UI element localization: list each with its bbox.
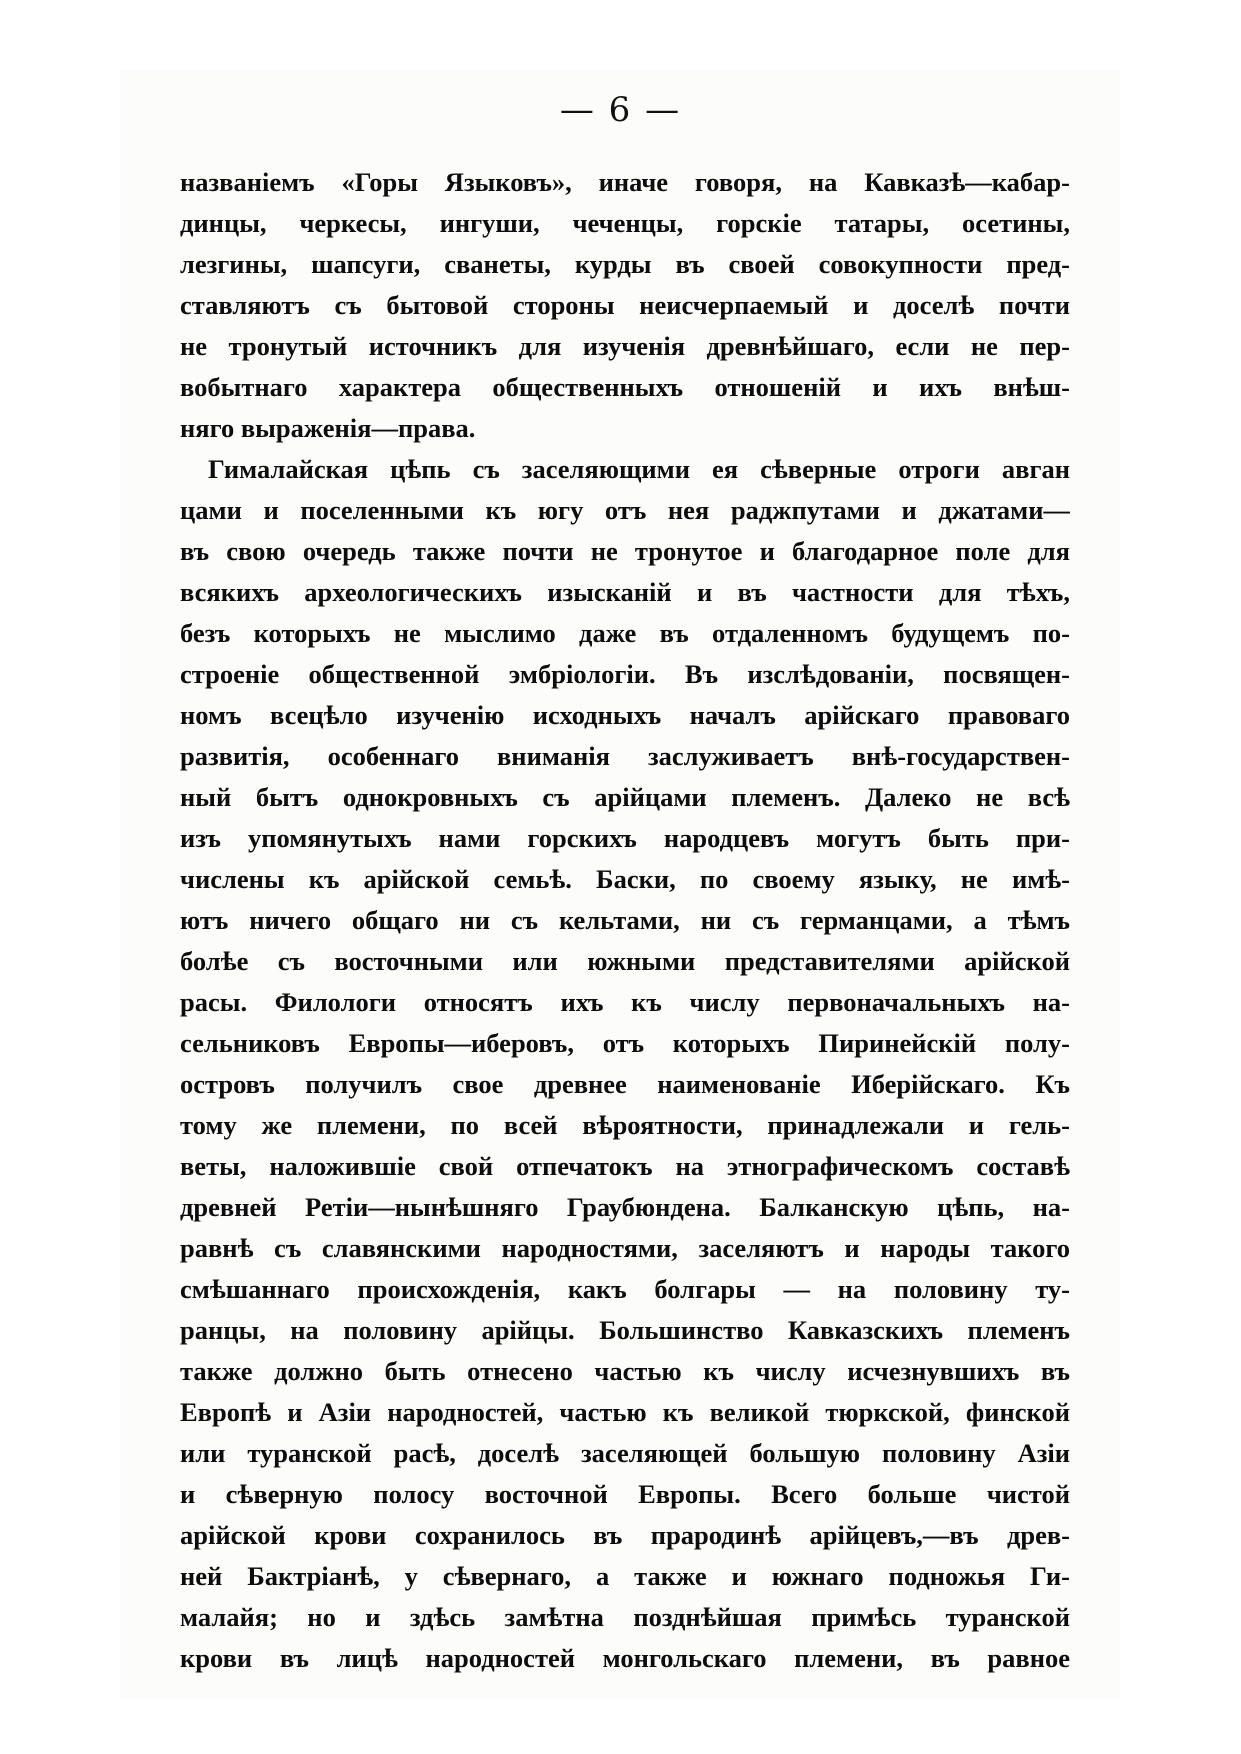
text-line: арійской крови сохранилось въ прародинѣ арійцевъ,—въ древ- [180,1520,1070,1550]
body-text [180,162,1070,1679]
text-line: изъ упомянутыхъ нами горскихъ народцевъ могутъ быть при- [180,823,1070,853]
text-line: названіемъ «Горы Языковъ», иначе говоря, на Кавказѣ—кабар- [180,167,1070,197]
text-line: вобытнаго характера общественныхъ отношеній и ихъ внѣш- [180,372,1070,402]
text-line: не тронутый источникъ для изученія древнѣйшаго, если не пер- [180,331,1070,361]
text-line: ранцы, на половину арійцы. Большинство Кавказскихъ племенъ [180,1315,1070,1345]
text-line: веты, наложившіе свой отпечатокъ на этнографическомъ составѣ [180,1151,1070,1181]
text-line: малайя; но и здѣсь замѣтна позднѣйшая примѣсь туранской [180,1602,1070,1632]
text-line: Европѣ и Азіи народностей, частью къ великой тюркской, финской [180,1397,1070,1427]
text-line: динцы, черкесы, ингуши, чеченцы, горскіе татары, осетины, [180,208,1070,238]
text-line: или туранской расѣ, доселѣ заселяющей большую половину Азіи [180,1438,1070,1468]
text-line: строеніе общественной эмбріологіи. Въ изслѣдованіи, посвящен- [180,659,1070,689]
text-line: няго выраженія—права. [180,413,476,443]
text-line: въ свою очередь также почти не тронутое и благодарное поле для [180,536,1070,566]
text-line: ставляютъ съ бытовой стороны неисчерпаемый и доселѣ почти [180,290,1070,320]
text-line: смѣшаннаго происхожденія, какъ болгары — на половину ту- [180,1274,1070,1304]
text-line: ный бытъ однокровныхъ съ арійцами племенъ. Далеко не всѣ [180,782,1070,812]
text-line: крови въ лицѣ народностей монгольскаго племени, въ равное [180,1643,1070,1673]
paragraph-1 [180,162,1070,449]
text-line: развитія, особеннаго вниманія заслуживаетъ внѣ-государствен- [180,741,1070,771]
text-line: также должно быть отнесено частью къ числу исчезнувшихъ въ [180,1356,1070,1386]
page-number: — 6 — [559,90,682,130]
text-line: всякихъ археологическихъ изысканій и въ частности для тѣхъ, [180,577,1070,607]
text-line: числены къ арійской семьѣ. Баски, по своему языку, не имѣ- [180,864,1070,894]
text-line: болѣе съ восточными или южными представителями арійской [180,946,1070,976]
text-line: древней Ретіи—нынѣшняго Граубюндена. Балканскую цѣпь, на- [180,1192,1070,1222]
text-line: ютъ ничего общаго ни съ кельтами, ни съ германцами, а тѣмъ [180,905,1070,935]
text-line: и сѣверную полосу восточной Европы. Всего больше чистой [180,1479,1070,1509]
text-line: расы. Филологи относятъ ихъ къ числу первоначальныхъ на- [180,987,1070,1017]
text-line: равнѣ съ славянскими народностями, заселяютъ и народы такого [180,1233,1070,1263]
text-line: безъ которыхъ не мыслимо даже въ отдаленномъ будущемъ по- [180,618,1070,648]
text-line: номъ всецѣло изученію исходныхъ началъ арійскаго правоваго [180,700,1070,730]
text-line: тому же племени, по всей вѣроятности, принадлежали и гель- [180,1110,1070,1140]
text-line: цами и поселенными къ югу отъ нея раджпутами и джатами— [180,495,1070,525]
text-line: лезгины, шапсуги, сванеты, курды въ своей совокупности пред- [180,249,1070,279]
paragraph-2 [180,449,1070,1679]
text-line: сельниковъ Европы—иберовъ, отъ которыхъ Пиринейскій полу- [180,1028,1070,1058]
text-line: Гималайская цѣпь съ заселяющими ея сѣверные отроги авган [208,454,1070,484]
text-line: островъ получилъ свое древнее наименованіе Иберійскаго. Къ [180,1069,1070,1099]
text-line: ней Бактріанѣ, у сѣвернаго, а также и южнаго подножья Ги- [180,1561,1070,1591]
